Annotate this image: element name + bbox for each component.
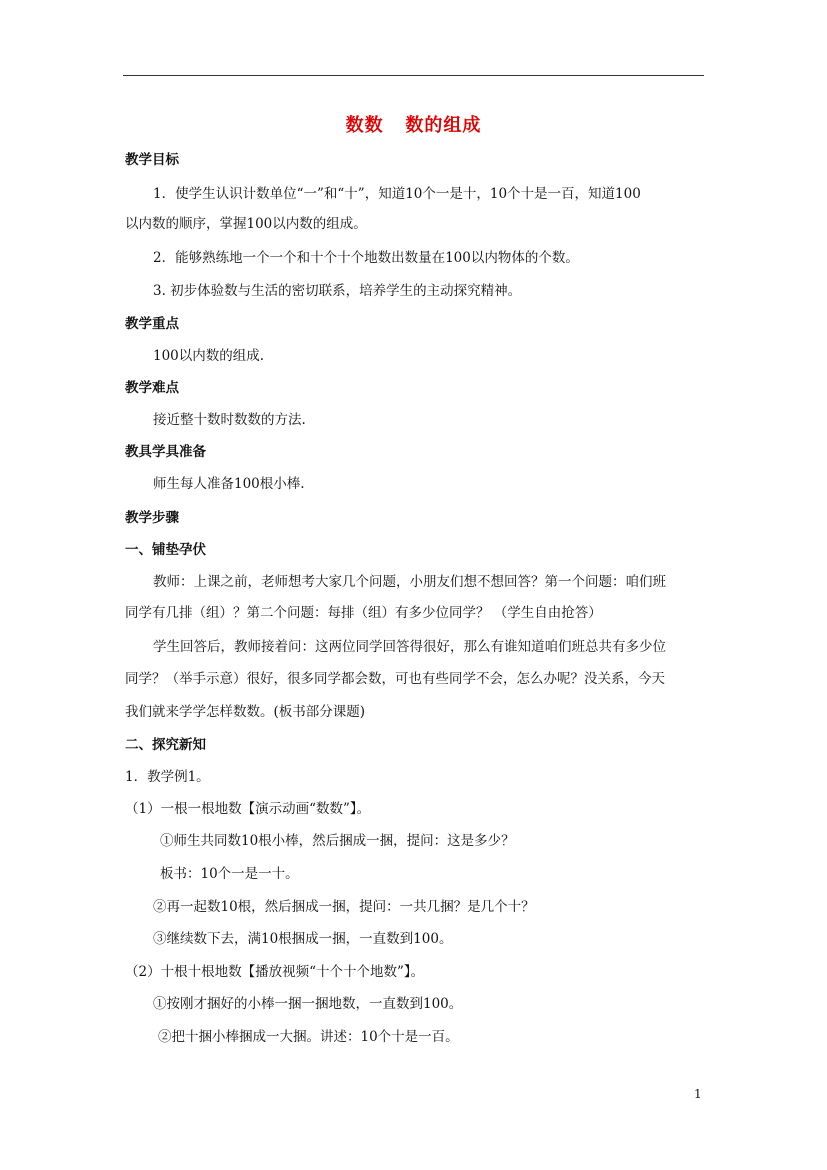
example-1-part-2: （2）十根十根地数【播放视频“十个十个地数”】。 xyxy=(125,964,425,980)
example-1-part-1: （1）一根一根地数【演示动画“数数”】。 xyxy=(125,801,371,817)
example-1-part-1-b: 板书：10个一是一十。 xyxy=(160,866,299,882)
example-1-part-1-d: ③继续数下去，满10根捆成一捆，一直数到100。 xyxy=(153,931,453,947)
key-points-heading: 教学重点 xyxy=(125,316,179,332)
objectives-heading: 教学目标 xyxy=(125,152,179,168)
step-1-para-1-line-1: 教师：上课之前，老师想考大家几个问题，小朋友们想不想回答？第一个问题：咱们班 xyxy=(153,574,666,590)
objective-1-line-2: 以内数的顺序，掌握100以内数的组成。 xyxy=(125,216,367,232)
example-1-part-1-c: ②再一起数10根，然后捆成一捆，提问：一共几捆？是几个十？ xyxy=(153,899,535,915)
page-number: 1 xyxy=(694,1087,702,1101)
header-rule xyxy=(123,75,704,76)
difficulty-heading: 教学难点 xyxy=(125,380,179,396)
steps-heading: 教学步骤 xyxy=(125,510,179,526)
step-1-heading: 一、铺垫孕伏 xyxy=(125,542,206,558)
step-1-para-2-line-3: 我们就来学学怎样数数。(板书部分课题) xyxy=(125,704,366,720)
key-points-text: 100以内数的组成. xyxy=(153,348,265,364)
difficulty-text: 接近整十数时数数的方法. xyxy=(153,412,306,428)
page-title: 数数 数的组成 xyxy=(345,115,482,136)
step-2-heading: 二、探究新知 xyxy=(125,737,206,753)
example-1-part-2-a: ①按刚才捆好的小棒一捆一捆地数，一直数到100。 xyxy=(153,996,463,1012)
example-1-part-1-a: ①师生共同数10根小棒，然后捆成一捆，提问：这是多少？ xyxy=(160,833,515,849)
tools-text: 师生每人准备100根小棒. xyxy=(153,476,305,492)
example-1-part-2-b: ②把十捆小棒捆成一大捆。讲述：10个十是一百。 xyxy=(158,1029,459,1045)
example-1: 1．教学例1。 xyxy=(125,769,210,785)
step-1-para-2-line-2: 同学？（举手示意）很好，很多同学都会数，可也有些同学不会，怎么办呢？没关系，今天 xyxy=(125,671,665,687)
objective-1-line-1: 1．使学生认识计数单位“一”和“十”，知道10个一是十，10个十是一百，知道100 xyxy=(153,186,641,202)
objective-2: 2．能够熟练地一个一个和十个十个地数出数量在100以内物体的个数。 xyxy=(153,250,579,266)
step-1-para-1-line-2: 同学有几排（组）？第二个问题：每排（组）有多少位同学？ （学生自由抢答） xyxy=(125,605,602,621)
tools-heading: 教具学具准备 xyxy=(125,444,206,460)
objective-3: 3. 初步体验数与生活的密切联系，培养学生的主动探究精神。 xyxy=(153,283,522,299)
step-1-para-2-line-1: 学生回答后，教师接着问：这两位同学回答得很好，那么有谁知道咱们班总共有多少位 xyxy=(153,639,666,655)
